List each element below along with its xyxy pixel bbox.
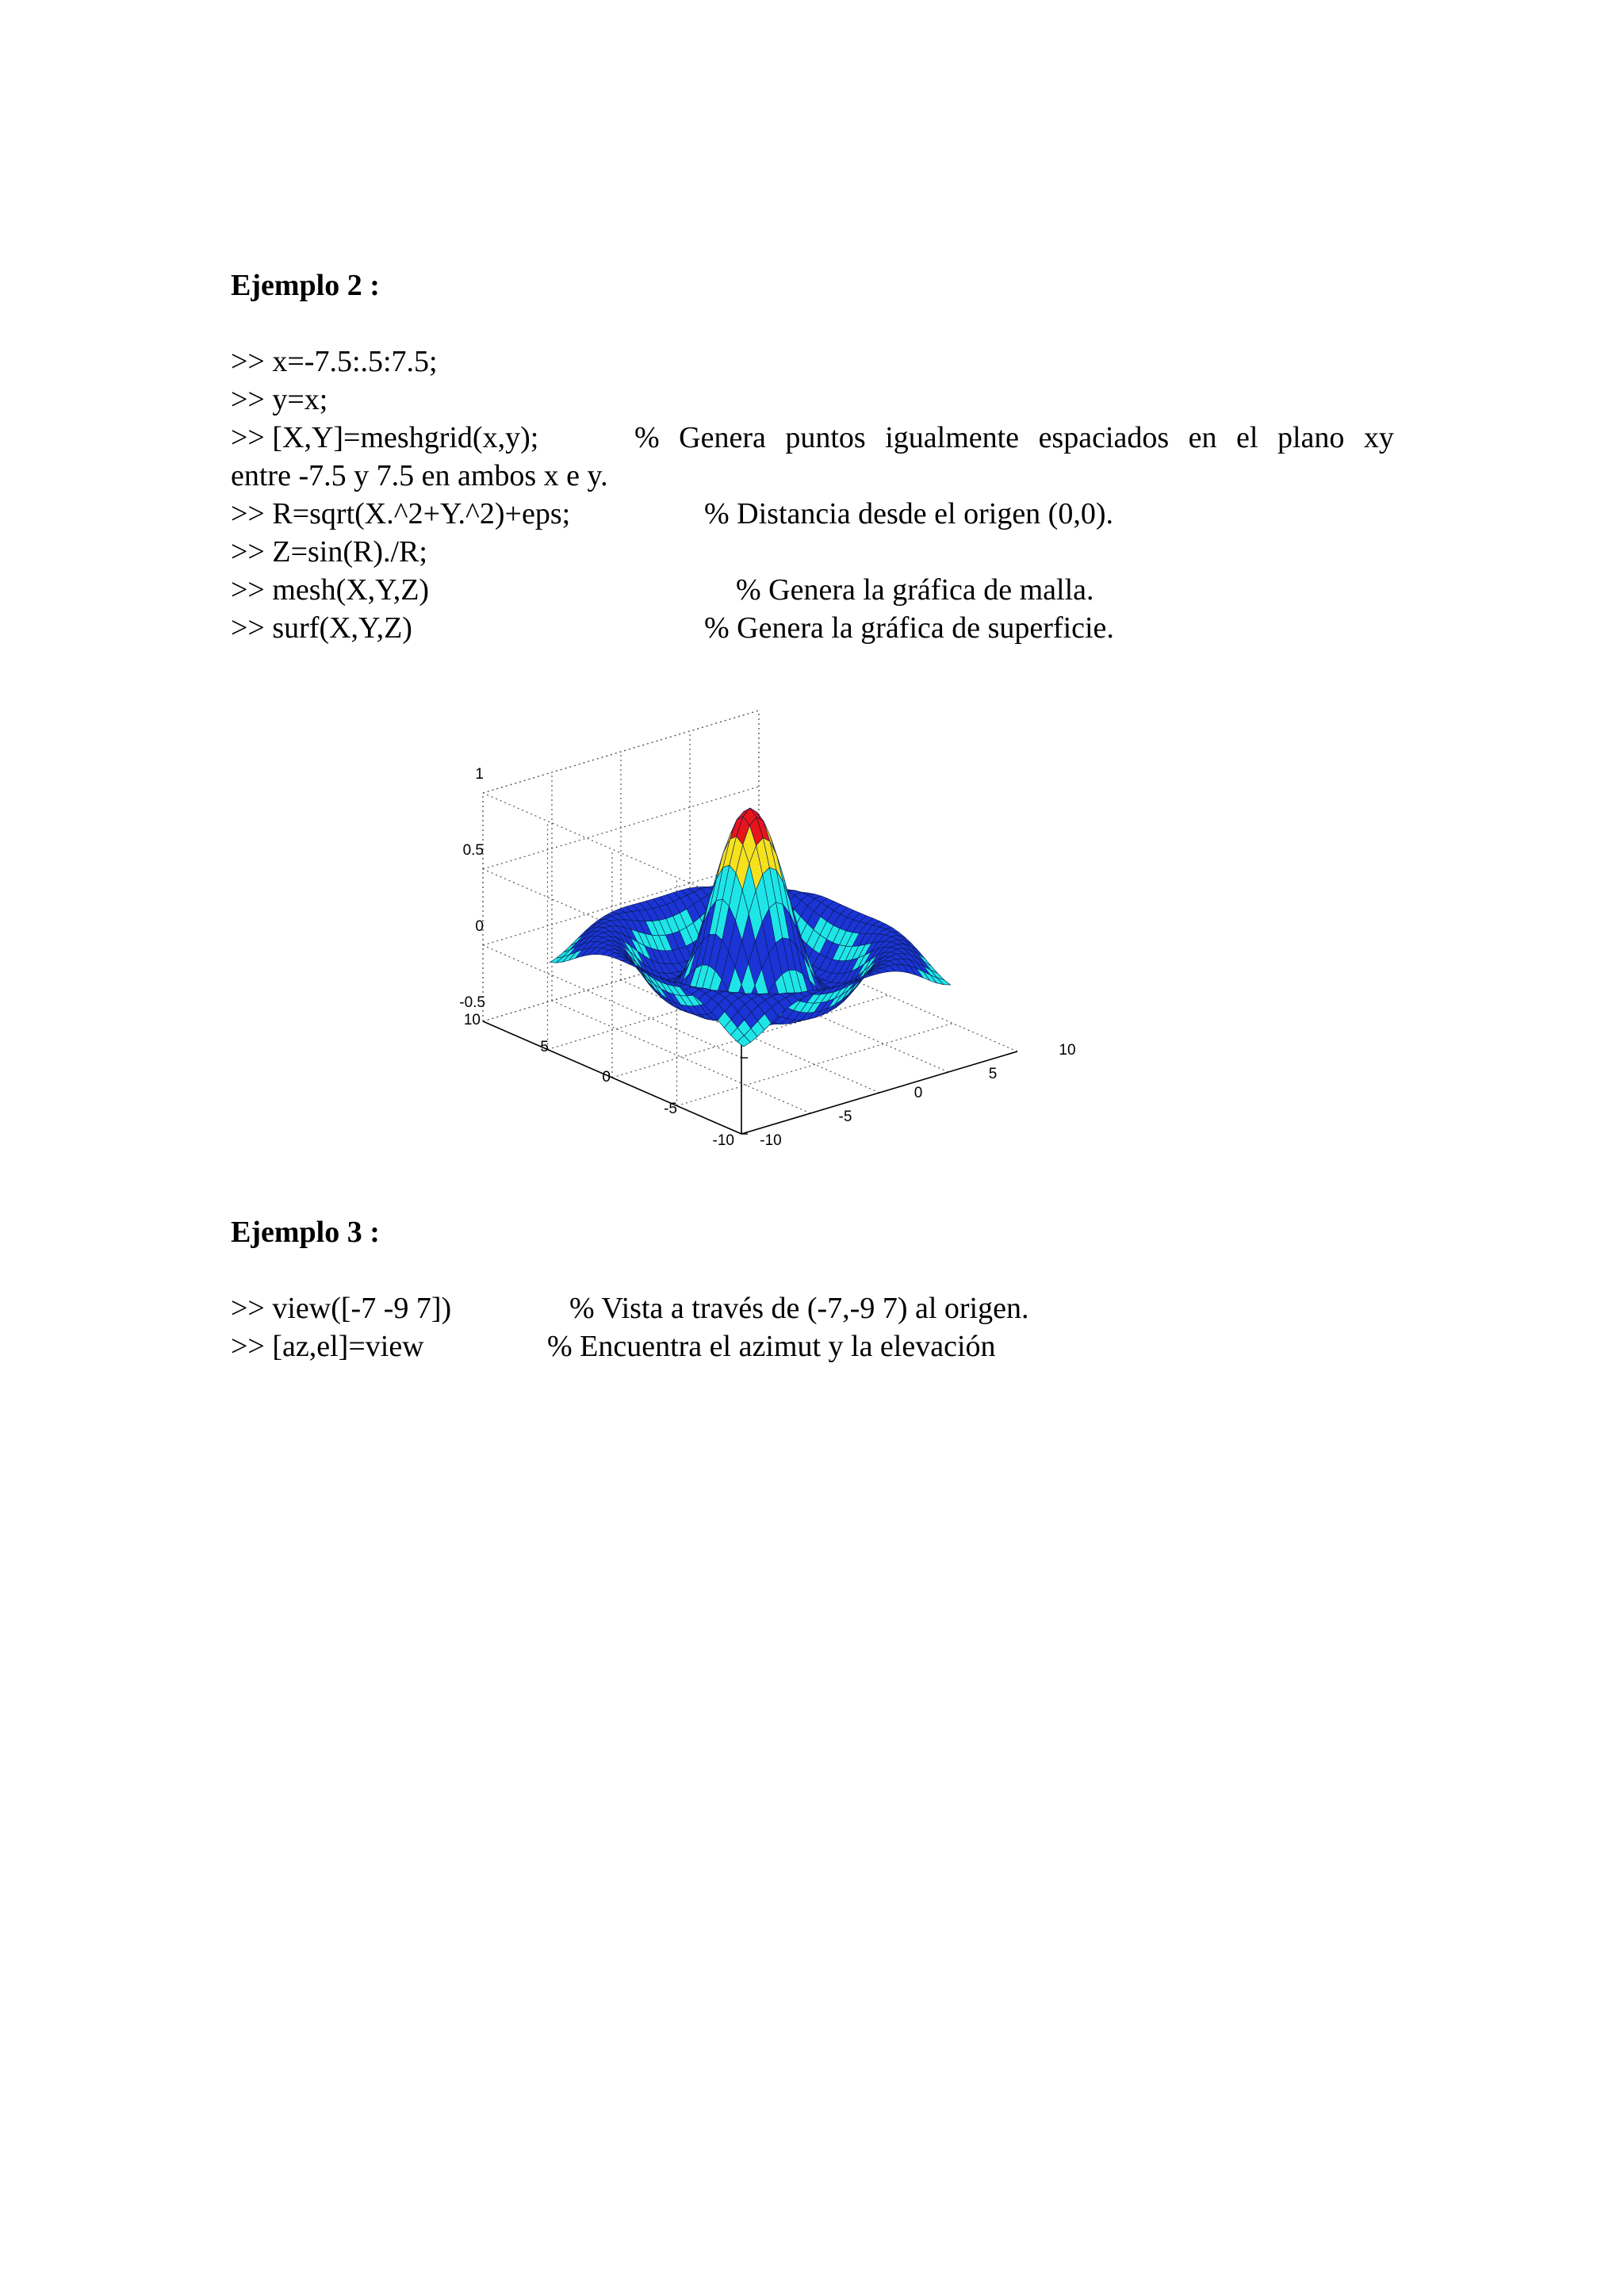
z-tick-label: 0 [475,918,484,935]
code-line-mesh: >> mesh(X,Y,Z) [231,573,430,607]
x-tick-label: 10 [1059,1042,1076,1059]
code-line-z: >> Z=sin(R)./R; [231,535,427,569]
comment-meshgrid [634,419,1394,457]
example3-heading: Ejemplo 3 : [231,1216,380,1249]
y-tick-label: 10 [463,1012,481,1028]
comment-view: % Vista a través de (-7,-9 7) al origen. [569,1292,1029,1325]
grid-line [677,1024,953,1106]
comment-word: Genera [679,421,766,454]
surface-plot-figure [428,690,1110,1150]
y-tick-label: 0 [602,1069,611,1086]
sinc-surface [550,808,951,1047]
z-tick-label: -0.5 [459,994,485,1011]
comment-meshgrid-continuation: entre -7.5 y 7.5 en ambos x e y. [231,459,608,492]
comment-word: igualmente [885,421,1020,454]
code-line-azel: >> [az,el]=view [231,1330,424,1363]
code-line-y: >> y=x; [231,383,328,416]
x-tick-label: 5 [988,1066,998,1082]
z-tick-label: 0.5 [462,842,484,859]
code-line-r: >> R=sqrt(X.^2+Y.^2)+eps; [231,497,571,530]
comment-word: % [634,421,660,454]
comment-word: el [1236,421,1258,454]
comment-r: % Distancia desde el origen (0,0). [704,497,1113,530]
x-tick-label: 0 [914,1085,923,1101]
grid-line [483,710,759,793]
comment-mesh: % Genera la gráfica de malla. [736,573,1094,607]
comment-word: xy [1363,421,1394,454]
comment-word: en [1188,421,1217,454]
comment-word: plano [1277,421,1345,454]
example2-heading: Ejemplo 2 : [231,269,380,302]
axis-line [741,1051,1017,1134]
comment-word: espaciados [1038,421,1170,454]
y-tick-label: -5 [664,1101,677,1117]
y-tick-label: 5 [540,1039,549,1055]
y-tick-label: -10 [712,1132,734,1149]
code-line-meshgrid: >> [X,Y]=meshgrid(x,y); [231,421,539,454]
comment-azel: % Encuentra el azimut y la elevación [547,1330,996,1363]
code-line-x: >> x=-7.5:.5:7.5; [231,345,438,378]
x-tick-label: -5 [838,1109,852,1125]
code-line-view: >> view([-7 -9 7]) [231,1292,452,1325]
x-tick-label: -10 [760,1132,782,1149]
comment-surf: % Genera la gráfica de superficie. [704,611,1114,645]
code-line-surf: >> surf(X,Y,Z) [231,611,412,645]
comment-word: puntos [785,421,866,454]
z-tick-label: 1 [475,766,484,783]
